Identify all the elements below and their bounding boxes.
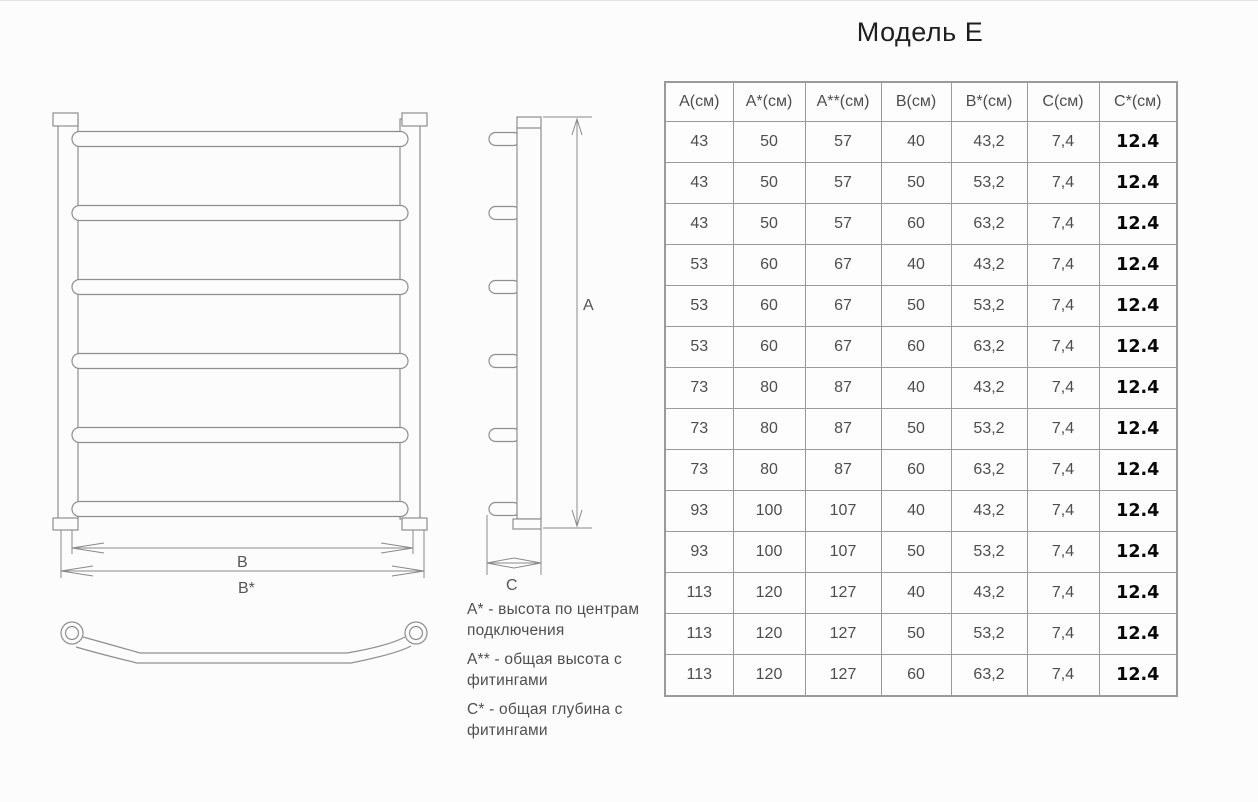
dim-label-c: C (506, 577, 518, 594)
table-cell: 50 (733, 163, 805, 204)
column-header: А*(см) (733, 82, 805, 122)
table-cell: 60 (881, 204, 951, 245)
table-cell: 57 (805, 122, 881, 163)
table-cell: 50 (881, 532, 951, 573)
table-cell: 12.4 (1099, 614, 1177, 655)
rung-stub (489, 429, 520, 442)
rung (72, 502, 408, 517)
table-header-row (665, 82, 1177, 122)
table-cell: 50 (881, 163, 951, 204)
table-cell: 73 (665, 450, 733, 491)
table-cell: 12.4 (1099, 573, 1177, 614)
table-cell: 50 (733, 122, 805, 163)
dimension-a (543, 117, 594, 528)
table-cell: 53,2 (951, 614, 1027, 655)
table-cell: 127 (805, 614, 881, 655)
table-cell: 12.4 (1099, 368, 1177, 409)
table-cell: 100 (733, 491, 805, 532)
table-cell: 80 (733, 450, 805, 491)
rung (72, 280, 408, 295)
table-row (665, 286, 1177, 327)
table-row (665, 327, 1177, 368)
rung (72, 206, 408, 221)
table-row (665, 122, 1177, 163)
rung-end-ring (410, 627, 423, 640)
table-cell: 113 (665, 573, 733, 614)
bottom-left-fitting (53, 518, 78, 530)
footnote-c-star: С* - общая глубина с фитингами (467, 701, 623, 739)
table-cell: 73 (665, 409, 733, 450)
dim-label-a: A (583, 297, 594, 314)
table-cell: 53,2 (951, 409, 1027, 450)
top-left-fitting (53, 113, 78, 126)
table-cell: 120 (733, 614, 805, 655)
table-cell: 60 (733, 327, 805, 368)
side-bottom-fitting (513, 519, 541, 529)
table-cell: 63,2 (951, 204, 1027, 245)
table-cell: 87 (805, 450, 881, 491)
dim-label-b-star: B* (238, 580, 255, 597)
table-cell: 60 (881, 327, 951, 368)
table-row (665, 532, 1177, 573)
rung-stub (489, 503, 520, 516)
table-cell: 50 (881, 409, 951, 450)
page-title: Модель Е (856, 17, 984, 47)
table-cell: 7,4 (1027, 532, 1099, 573)
rung-stub (489, 207, 520, 220)
table-cell: 113 (665, 614, 733, 655)
table-cell: 53,2 (951, 286, 1027, 327)
rung (72, 132, 408, 147)
table-row (665, 204, 1177, 245)
table-cell: 43,2 (951, 573, 1027, 614)
table-cell: 40 (881, 368, 951, 409)
table-cell: 43 (665, 122, 733, 163)
table-cell: 60 (733, 245, 805, 286)
side-view (489, 117, 541, 529)
table-cell: 43 (665, 204, 733, 245)
dimension-b (72, 530, 413, 571)
table-cell: 12.4 (1099, 409, 1177, 450)
table-cell: 60 (881, 450, 951, 491)
table-cell: 87 (805, 409, 881, 450)
table-cell: 80 (733, 368, 805, 409)
table-cell: 50 (881, 286, 951, 327)
table-row (665, 245, 1177, 286)
table-cell: 7,4 (1027, 409, 1099, 450)
side-collector-tube (517, 117, 541, 519)
table-cell: 73 (665, 368, 733, 409)
table-cell: 7,4 (1027, 245, 1099, 286)
front-view (53, 113, 427, 530)
rung (72, 428, 408, 443)
table-cell: 7,4 (1027, 368, 1099, 409)
table-cell: 60 (881, 655, 951, 697)
table-cell: 120 (733, 573, 805, 614)
table-cell: 7,4 (1027, 450, 1099, 491)
table-row (665, 450, 1177, 491)
table-row (665, 655, 1177, 697)
table-cell: 7,4 (1027, 491, 1099, 532)
column-header: В*(см) (951, 82, 1027, 122)
table-cell: 7,4 (1027, 655, 1099, 697)
table-cell: 93 (665, 491, 733, 532)
table-cell: 53,2 (951, 163, 1027, 204)
table-cell: 63,2 (951, 450, 1027, 491)
rung-top-view (61, 622, 427, 663)
column-header: А**(см) (805, 82, 881, 122)
left-collector-tube (58, 119, 78, 519)
table-cell: 7,4 (1027, 163, 1099, 204)
table-cell: 53 (665, 286, 733, 327)
table-cell: 12.4 (1099, 327, 1177, 368)
rung-stub (489, 281, 520, 294)
table-cell: 53 (665, 245, 733, 286)
table-cell: 93 (665, 532, 733, 573)
table-cell: 127 (805, 573, 881, 614)
column-header: В(см) (881, 82, 951, 122)
table-cell: 12.4 (1099, 122, 1177, 163)
dimensions-table (664, 81, 1178, 697)
table-cell: 53,2 (951, 532, 1027, 573)
bottom-right-fitting (402, 518, 427, 530)
table-cell: 50 (733, 204, 805, 245)
table-cell: 63,2 (951, 327, 1027, 368)
column-header: А(см) (665, 82, 733, 122)
right-collector-tube (400, 119, 420, 519)
table-cell: 12.4 (1099, 204, 1177, 245)
column-header: С*(см) (1099, 82, 1177, 122)
table-row (665, 573, 1177, 614)
table-cell: 43,2 (951, 368, 1027, 409)
rung-end-ring (66, 627, 79, 640)
table-cell: 63,2 (951, 655, 1027, 697)
table-cell: 127 (805, 655, 881, 697)
table-cell: 12.4 (1099, 286, 1177, 327)
table-cell: 12.4 (1099, 245, 1177, 286)
table-row (665, 491, 1177, 532)
table-cell: 12.4 (1099, 655, 1177, 697)
column-header: С(см) (1027, 82, 1099, 122)
footnotes (467, 599, 651, 749)
top-right-fitting (402, 113, 427, 126)
table-cell: 7,4 (1027, 204, 1099, 245)
rung-stub (489, 355, 520, 368)
table-cell: 100 (733, 532, 805, 573)
footnote-a-star: А* - высота по центрам подключения (467, 601, 640, 639)
table-cell: 12.4 (1099, 163, 1177, 204)
table-row (665, 614, 1177, 655)
table-cell: 43,2 (951, 245, 1027, 286)
table-cell: 40 (881, 491, 951, 532)
table-cell: 107 (805, 532, 881, 573)
table-cell: 67 (805, 245, 881, 286)
table-cell: 107 (805, 491, 881, 532)
table-cell: 60 (733, 286, 805, 327)
table-row (665, 409, 1177, 450)
table-cell: 53 (665, 327, 733, 368)
table-row (665, 368, 1177, 409)
table-cell: 7,4 (1027, 122, 1099, 163)
table-cell: 67 (805, 327, 881, 368)
table-cell: 7,4 (1027, 327, 1099, 368)
table-cell: 43 (665, 163, 733, 204)
table-cell: 12.4 (1099, 532, 1177, 573)
rung (72, 354, 408, 369)
rung-stub (489, 133, 520, 146)
footnote-a-double-star: А** - общая высота с фитингами (467, 651, 622, 689)
table-cell: 7,4 (1027, 286, 1099, 327)
dim-label-b: B (237, 554, 248, 571)
table-cell: 40 (881, 122, 951, 163)
table-row (665, 163, 1177, 204)
table-cell: 40 (881, 573, 951, 614)
table-cell: 80 (733, 409, 805, 450)
table-cell: 87 (805, 368, 881, 409)
table-cell: 12.4 (1099, 491, 1177, 532)
table-cell: 57 (805, 204, 881, 245)
table-cell: 40 (881, 245, 951, 286)
table-cell: 50 (881, 614, 951, 655)
table-cell: 7,4 (1027, 573, 1099, 614)
table-cell: 120 (733, 655, 805, 697)
table-cell: 67 (805, 286, 881, 327)
table-cell: 7,4 (1027, 614, 1099, 655)
table-cell: 12.4 (1099, 450, 1177, 491)
table-cell: 43,2 (951, 491, 1027, 532)
table-cell: 57 (805, 163, 881, 204)
table-cell: 113 (665, 655, 733, 697)
table-cell: 43,2 (951, 122, 1027, 163)
